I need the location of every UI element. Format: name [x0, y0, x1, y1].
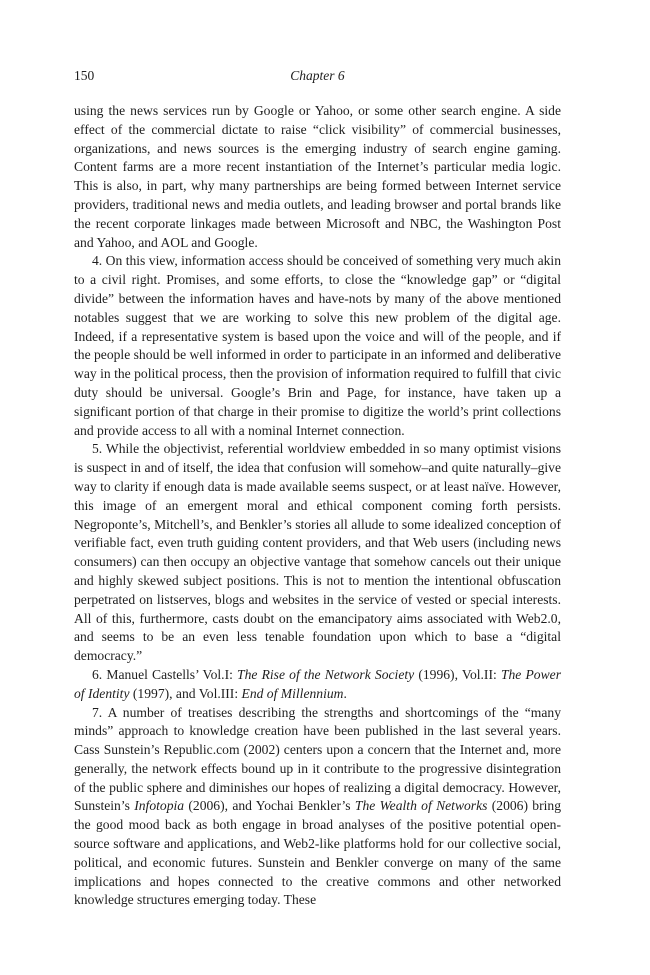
book-title-infotopia: Infotopia — [134, 798, 185, 814]
chapter-title: Chapter 6 — [290, 68, 345, 83]
note-6-text-a: 6. Manuel Castells’ Vol.I: — [92, 666, 238, 682]
book-page — [74, 68, 561, 910]
note-6-text-e: (1997), and Vol.III: — [129, 685, 242, 701]
note-6-text-c: (1996), Vol.II: — [414, 666, 501, 682]
note-7-text-a: 7. A number of treatises describing the strengths and shortcomings of the “many minds” approach to knowledge creation have been published in the last several years. Cass Sunstein’s Republic.com (2002) centers upon a concern that the Internet and, more generally, the network effects bound up in it contribute to the progressive disintegration of the public sphere and diminishes our hopes of realizing a digital democracy. However, Sunstein’s — [74, 704, 561, 814]
book-title-rise-of-network-society: The Rise of the Network Society — [237, 666, 415, 682]
running-head — [74, 68, 561, 88]
note-7-text-c: (2006), and Yochai Benkler’s — [184, 798, 355, 814]
body-text — [74, 102, 561, 910]
book-title-end-of-millennium: End of Millennium — [241, 685, 344, 701]
note-7-text-e: (2006) bring the good mood back as both engage in broad analyses of the positive potential open-source software and applications, and Web2-like platforms hold for our collective social, political, and economic futures. Sunstein and Benkler converge on many of the same implications and hopes connected to the creative commons and other networked knowledge structures emerging today. These — [74, 798, 562, 908]
note-7 — [74, 704, 561, 911]
note-5: 5. While the objectivist, referential worldview embedded in so many optimist visions is suspect in and of itself, the idea that confusion will somehow–and quite naturally–give way to clarity if enough data is made available seems suspect, or at least naïve. However, this image of an emergent moral and ethical component coming forth persists. Negroponte’s, Mitchell’s, and Benkler’s stories all allude to some idealized conception of verifiable fact, even truth guiding content providers, and that Web users (including news consumers) can then occupy an objective vantage that somehow cancels out their unique and highly skewed subject positions. This is not to mention the intentional obfuscation perpetrated on listserves, blogs and websites in the service of vested or special interests. All of this, furthermore, casts doubt on the emancipatory aims associated with Web2.0, and seems to be an even less tenable foundation upon which to base a “digital democracy.” — [74, 441, 561, 664]
note-6-text-g: . — [343, 685, 347, 701]
book-title-wealth-of-networks: The Wealth of Networks — [354, 798, 488, 814]
page-number: 150 — [74, 68, 95, 83]
note-6 — [74, 666, 561, 704]
paragraph-continued: using the news services run by Google or Yahoo, or some other search engine. A side effect of the commercial dictate to raise “click visibility” of commercial businesses, organizations, and news sources is the emerging industry of search engine gaming. Content farms are a more recent instantiation of the Internet’s particular media logic. This is also, in part, why many partnerships are being formed between Internet service providers, traditional news and media outlets, and leading browser and portal brands like the recent corporate linkages made between Microsoft and NBC, the Washington Post and Yahoo, and AOL and Google. — [74, 103, 561, 250]
note-4: 4. On this view, information access should be conceived of something very much akin to a civil right. Promises, and some efforts, to close the “knowledge gap” or “digital divide” between the information haves and have-nots by many of the above mentioned notables suggest that we are working to solve this new problem of the digital age. Indeed, if a representative system is based upon the voice and will of the people, and if the people should be well informed in order to participate in an informed and deliberative way in the political process, then the provision of information required to fulfill that civic duty should be universal. Google’s Brin and Page, for instance, have taken up a significant portion of that charge in their promise to digitize the world’s print collections and provide access to all with a nominal Internet connection. — [74, 253, 561, 438]
book-title-power-of-identity: The Power of Identity — [74, 666, 561, 701]
